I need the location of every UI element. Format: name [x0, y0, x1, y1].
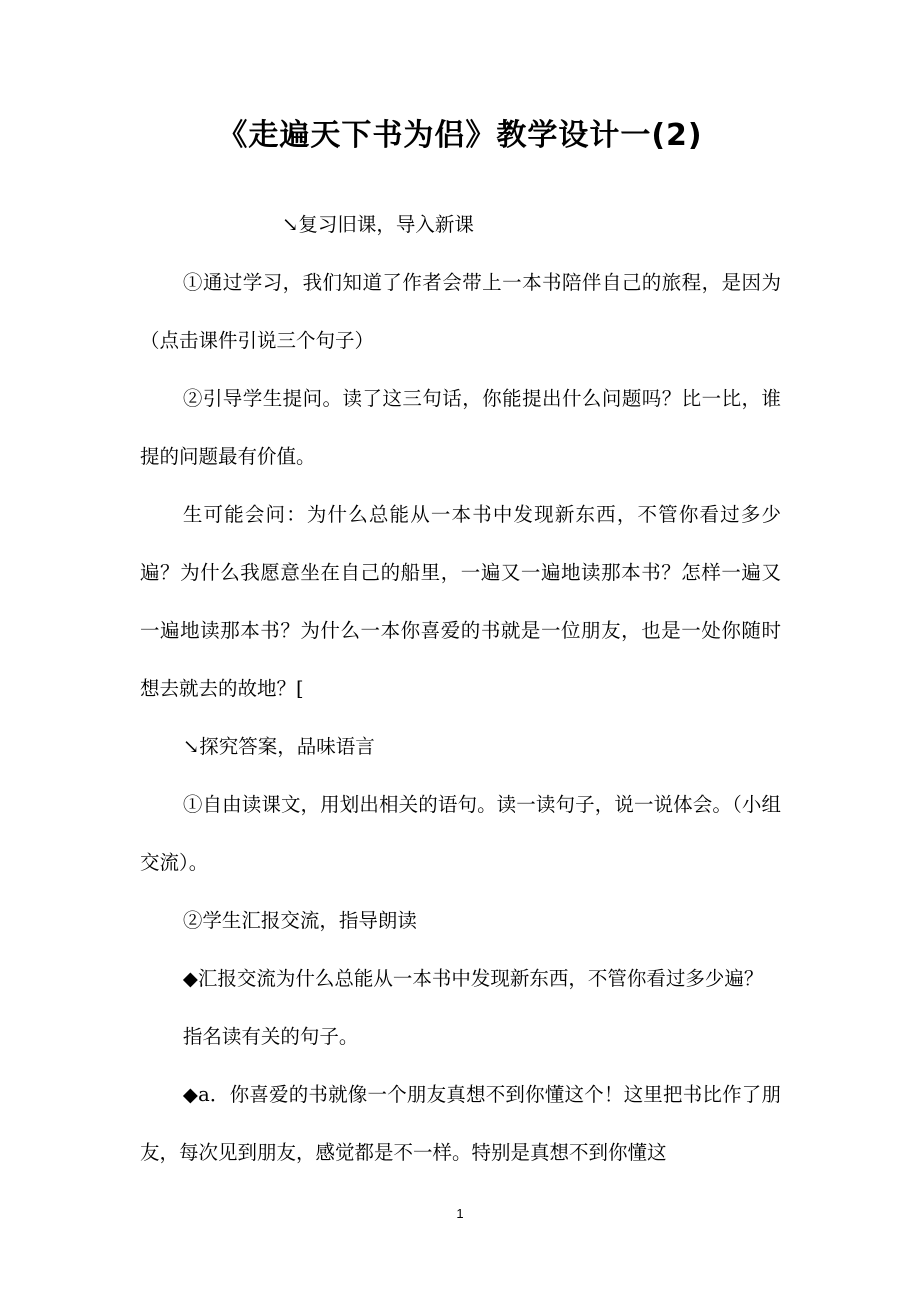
- section-heading-review: ↘复习旧课，导入新课: [282, 213, 474, 236]
- document-body: [140, 196, 781, 1182]
- paragraph: ◆a．你喜爱的书就像一个朋友真想不到你懂这个！这里把书比作了朋友，每次见到朋友，感觉都是不一样。特别是真想不到你懂这: [140, 1083, 781, 1164]
- paragraph: 指名读有关的句子。: [182, 1025, 359, 1048]
- paragraph: ①自由读课文，用划出相关的语句。读一读句子，说一说体会。（小组交流）。: [140, 793, 781, 874]
- page-number: 1: [456, 1206, 464, 1221]
- section-heading-explore: ↘探究答案，品味语言: [182, 735, 375, 758]
- paragraph: ②引导学生提问。读了这三句话，你能提出什么问题吗？比一比，谁提的问题最有价值。: [140, 387, 781, 468]
- document-title: 《走遍天下书为侣》教学设计一(2): [217, 118, 703, 153]
- paragraph: ①通过学习，我们知道了作者会带上一本书陪伴自己的旅程，是因为（点击课件引说三个句子）: [140, 271, 781, 352]
- paragraph: ◆汇报交流为什么总能从一本书中发现新东西，不管你看过多少遍？: [182, 967, 764, 990]
- paragraph: ②学生汇报交流，指导朗读: [182, 909, 417, 932]
- paragraph: 生可能会问：为什么总能从一本书中发现新东西，不管你看过多少遍？为什么我愿意坐在自己的船里，一遍又一遍地读那本书？怎样一遍又一遍地读那本书？为什么一本你喜爱的书就是一位朋友，也是一处你随时想去就去的故地？[: [140, 503, 781, 700]
